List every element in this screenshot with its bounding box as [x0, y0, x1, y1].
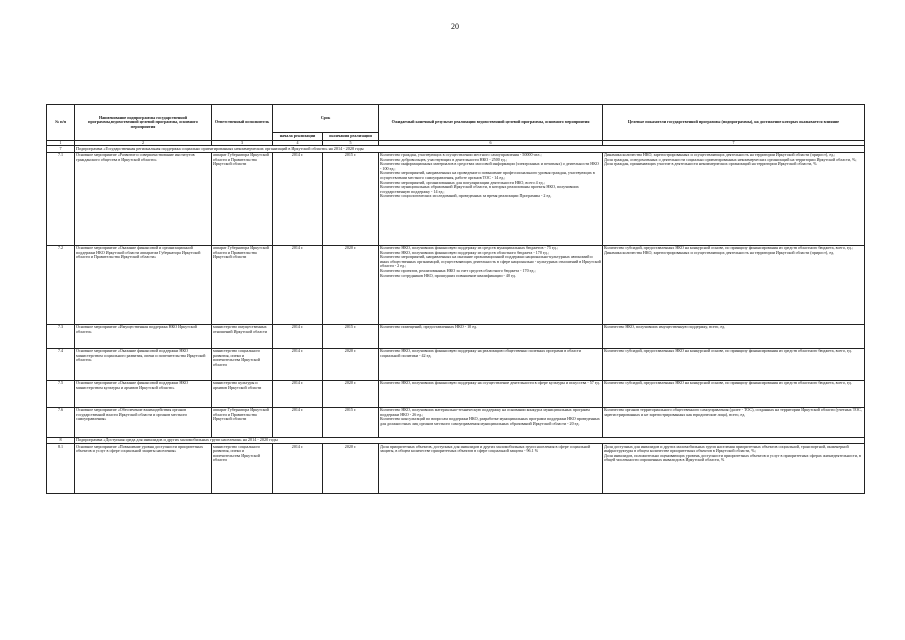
- row-result: [379, 444, 603, 494]
- row-name: Основное мероприятие «Оказание финансовой поддержки НКО министерством социального развития, опеки и попечительства Иркутской области»: [75, 348, 212, 380]
- result-line: Количество НКО, получивших финансовую поддержку из средств областного бюджета - 170 ед.;: [380, 249, 549, 255]
- indicator-line: Динамика количества НКО, зарегистрированных и осуществляющих деятельность на территории Иркутской области (прирост), ед.: [604, 249, 835, 255]
- table-row: [47, 444, 865, 494]
- row-indicators: [603, 407, 865, 437]
- row-start: 2014 г.: [273, 324, 323, 348]
- row-name: Основное мероприятие «Обеспечение взаимодействия органов государственной власти Иркутской области и органов местного самоуправления»: [75, 407, 212, 437]
- col-number: 7: [603, 141, 865, 146]
- row-executor: аппарат Губернатора Иркутской области и Правительства Иркутской области: [212, 407, 273, 437]
- row-name: Основное мероприятие «Развитие и совершенствование институтов гражданского общества в Иркутской области»: [75, 152, 212, 245]
- header-result: Ожидаемый конечный результат реализации ведомственной целевой программы, основного мероприятия: [379, 105, 603, 141]
- row-end: 2020 г.: [323, 380, 379, 407]
- result-line: Количество консультаций по вопросам поддержки НКО, разработке муниципальных программ поддержки НКО проведенных для должностных лиц органов местного самоуправления муниципальных образований Иркутской области - 20 ед.: [380, 416, 600, 426]
- row-indicators: [603, 348, 865, 380]
- col-number: 4: [273, 141, 323, 146]
- row-result: [379, 380, 603, 407]
- section-title: Подпрограмма «Доступная среда для инвалидов и других маломобильных групп населения» на 2014 - 2020 годы: [75, 437, 865, 444]
- row-start: 2014 г.: [273, 152, 323, 245]
- section-title: Подпрограмма «Государственная региональная поддержка социально ориентированных некоммерческих организаций в Иркутской области» на 2014 - 2020 годы: [75, 146, 865, 153]
- row-executor: министерство социального развития, опеки и попечительства Иркутской области: [212, 348, 273, 380]
- col-number: 6: [379, 141, 603, 146]
- row-name: Основное мероприятие «Имущественная поддержка НКО Иркутской области»: [75, 324, 212, 348]
- result-line: Количество граждан, участвующих в осуществлении местного самоуправления - 50000 чел.;: [380, 152, 542, 158]
- indicator-line: Количество субсидий, предоставленных НКО на конкурсной основе, по принципу финансирования из средств областного бюджета, всего, ед.: [604, 380, 852, 386]
- section-num: 8: [47, 437, 75, 444]
- result-line: Количество сотрудников НКО, прошедших повышение квалификации - 40 ед.: [380, 272, 516, 278]
- result-line: Количество мероприятий, направленных на проведение и повышение профессионального уровня граждан, участвующих в осуществлении местного самоуправления, работе органов ТОС - 14 ед.;: [380, 170, 595, 181]
- row-result: [379, 245, 603, 324]
- result-line: Количество социологических исследований, проведенных за время реализации Программы - 2 ед.: [380, 193, 552, 199]
- indicator-line: Доля доступных для инвалидов и других маломобильных групп населения приоритетных объектов социальной, транспортной, инженерной инфраструктуры в общем количестве приоритетных объектов в Иркутской области, %;: [604, 443, 849, 454]
- result-line: Количество информационных материалов в средствах массовой информации (электронных и печатных) о деятельности НКО - 100 ед.;: [380, 161, 599, 171]
- result-line: Количество мероприятий, направленных на оказание организационной поддержки национально-культурных автономий и иных общественных организаций, осуществляющих деятельность в сфере национально - культурных отношений в Иркутской области - 2 ед.;: [380, 254, 601, 269]
- row-indicators: [603, 324, 865, 348]
- result-line: Количество мероприятий, организованных для популяризации деятельности НКО, всего 4 ед.;: [380, 179, 545, 185]
- table-row: [47, 324, 865, 348]
- row-end: 2020 г.: [323, 444, 379, 494]
- section-num: 7: [47, 146, 75, 153]
- row-name: Основное мероприятие «Повышение уровня доступности приоритетных объектов и услуг в сфере социальной защиты населения»: [75, 444, 212, 494]
- row-executor: министерство культуры и архивов Иркутской области: [212, 380, 273, 407]
- row-num: 7.6: [47, 407, 75, 437]
- program-table-container: [46, 104, 864, 494]
- indicator-line: Динамика количества НКО, зарегистрированных и осуществляющих деятельность на территории Иркутской области (прирост), ед.;: [604, 152, 836, 158]
- indicator-line: Количество субсидий, предоставленных НКО на конкурсной основе, по принципу финансирования из средств областного бюджета, всего, ед.: [604, 348, 852, 354]
- section-row: [47, 146, 865, 153]
- col-number: 1: [47, 141, 75, 146]
- row-start: 2014 г.: [273, 348, 323, 380]
- row-result: [379, 348, 603, 380]
- result-line: Количество проектов, реализованных НКО за счет средств областного бюджета - 170 ед.;: [380, 268, 536, 274]
- indicator-line: Доля граждан, осведомленных о деятельности социально ориентированных некоммерческих организаций на территории Иркутской области, %;: [604, 156, 857, 162]
- header-indicators: Целевые показатели государственной программы (подпрограммы), на достижение которых оказывается влияние: [603, 105, 865, 141]
- header-end: окончания реализации: [323, 133, 379, 141]
- row-indicators: [603, 380, 865, 407]
- indicator-line: Количество органов территориального общественного самоуправления (далее - ТОС), созданных на территории Иркутской области (учетных ТОС, зарегистрированных и не зарегистрированных как юридические лица), всего, ед.: [604, 407, 862, 417]
- table-row: [47, 245, 865, 324]
- row-end: 2020 г.: [323, 348, 379, 380]
- row-num: 7.4: [47, 348, 75, 380]
- result-line: Количество добровольцев, участвующих в деятельности НКО - 2500 ед.;: [380, 156, 507, 162]
- result-line: Количество НКО, получивших финансовую поддержку на реализацию общественно полезных программ в области социальной политики - 42 ед.: [380, 348, 581, 358]
- row-executor: аппарат Губернатора Иркутской области и Правительства Иркутской области: [212, 245, 273, 324]
- row-name: Основное мероприятие «Оказание финансовой поддержки НКО министерством культуры и архивов Иркутской области»: [75, 380, 212, 407]
- header-name: Наименование подпрограммы государственной программы,ведомственной целевой программы, основного мероприятия: [75, 105, 212, 141]
- program-table: [46, 104, 865, 494]
- row-num: 7.3: [47, 324, 75, 348]
- row-indicators: [603, 245, 865, 324]
- row-name: Основное мероприятие «Оказание финансовой и организационной поддержки НКО Иркутской области аппаратом Губернатора Иркутской области и Правительства Иркутской области»: [75, 245, 212, 324]
- row-num: 8.1: [47, 444, 75, 494]
- col-number: 3: [212, 141, 273, 146]
- table-row: [47, 348, 865, 380]
- indicator-line: Количество НКО, получивших имущественную поддержку, всего, ед.: [604, 324, 726, 330]
- row-end: 2020 г.: [323, 245, 379, 324]
- result-line: Доля приоритетных объектов, доступных для инвалидов и других маломобильных групп населения в сфере социальной защиты, в общем количестве приоритетных объектов в сфере социальной защиты - 96.1 %: [380, 443, 591, 454]
- table-row: [47, 152, 865, 245]
- row-executor: министерство имущественных отношений Иркутской области: [212, 324, 273, 348]
- header-executor: Ответственный исполнитель: [212, 105, 273, 141]
- header-num: № п/п: [47, 105, 75, 141]
- row-indicators: [603, 152, 865, 245]
- header-period: Срок: [273, 105, 379, 133]
- row-start: 2014 г.: [273, 380, 323, 407]
- result-line: Количество НКО, получивших финансовую поддержку из средств муниципальных бюджетов - 75 ед.;: [380, 245, 558, 251]
- indicator-line: Доля граждан, принимающих участие в деятельности некоммерческих организаций на территории Иркутской области, %: [604, 161, 817, 167]
- row-end: 2015 г.: [323, 152, 379, 245]
- table-row: [47, 407, 865, 437]
- header-start: начала реализации: [273, 133, 323, 141]
- row-result: [379, 324, 603, 348]
- row-executor: министерство социального развития, опеки и попечительства Иркутской области: [212, 444, 273, 494]
- row-end: 2015 г.: [323, 324, 379, 348]
- row-executor: аппарат Губернатора Иркутской области и Правительства Иркутской области: [212, 152, 273, 245]
- row-start: 2014 г.: [273, 444, 323, 494]
- result-line: Количество помещений, предоставленных НКО - 10 ед.: [380, 324, 478, 330]
- row-start: 2014 г.: [273, 407, 323, 437]
- col-number: 2: [75, 141, 212, 146]
- result-line: Количество муниципальных образований Иркутской области, в которых реализованы проекты НКО, получивших государственную поддержку - 14 ед.;: [380, 184, 579, 194]
- row-num: 7.5: [47, 380, 75, 407]
- row-end: 2015 г.: [323, 407, 379, 437]
- indicator-line: Доля инвалидов, положительно оценивающих уровень доступности приоритетных объектов и услуг в приоритетных сферах жизнедеятельности, в общей численности опрошенных инвалидов в Иркутской области, %: [604, 452, 861, 463]
- page-number: 20: [451, 22, 459, 31]
- row-start: 2014 г.: [273, 245, 323, 324]
- table-row: [47, 380, 865, 407]
- result-line: Количество НКО, получивших материально-техническую поддержку на основании конкурса муниципальных программ поддержки НКО - 26 ед.;: [380, 407, 590, 417]
- section-row: [47, 437, 865, 444]
- row-num: 7.1: [47, 152, 75, 245]
- row-result: [379, 407, 603, 437]
- row-indicators: [603, 444, 865, 494]
- col-number: 5: [323, 141, 379, 146]
- indicator-line: Количество субсидий, предоставленных НКО на конкурсной основе, по принципу финансирования из средств областного бюджета, всего, ед.;: [604, 245, 853, 251]
- result-line: Количество НКО, получивших финансовую поддержку на осуществление деятельности в сфере культуры и искусства - 57 ед.: [380, 380, 600, 386]
- row-result: [379, 152, 603, 245]
- row-num: 7.2: [47, 245, 75, 324]
